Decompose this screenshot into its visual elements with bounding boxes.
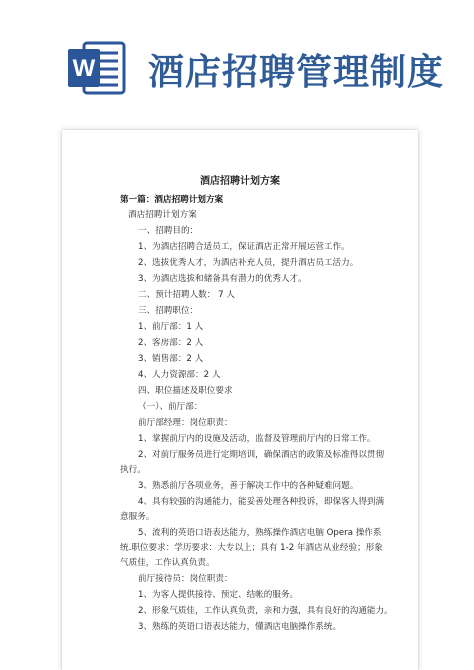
body-line: 2、客房部：2 人 [138, 338, 204, 348]
body-line: 意服务。 [120, 512, 155, 522]
body-line: 执行。 [120, 465, 146, 475]
body-line: 2、形象气质佳，工作认真负责，亲和力强，具有良好的沟通能力。 [138, 606, 393, 616]
word-icon-letter: W [72, 55, 96, 82]
role-heading: 前厅接待员：岗位职责： [138, 574, 233, 584]
banner-title: 酒店招聘管理制度 [148, 51, 445, 93]
body-line: 1、前厅部：1 人 [138, 322, 204, 332]
body-line: 统.职位要求：学历要求：大专以上；具有 1-2 年酒店从业经验；形象 [120, 543, 383, 553]
body-line: 3、熟练的英语口语表达能力，懂酒店电脑操作系统。 [138, 622, 342, 632]
document-title: 酒店招聘计划方案 [200, 176, 280, 187]
document-preview-area [0, 118, 474, 669]
body-line: 2、选拔优秀人才，为酒店补充人员，提升酒店员工活力。 [138, 258, 359, 268]
body-line: 酒店招聘计划方案 [128, 210, 197, 220]
body-line: 3、熟悉前厅各项业务，善于解决工作中的各种疑难问题。 [138, 481, 359, 491]
section-heading: 四、职位描述及职位要求 [138, 386, 233, 396]
body-line: 2、对前厅服务员进行定期培训，确保酒店的政策及标准得以贯彻 [138, 450, 385, 460]
body-line: 1、为客人提供接待、预定、结帐的服务。 [138, 590, 299, 600]
chapter-heading: 第一篇：酒店招聘计划方案 [120, 195, 224, 205]
body-line: 5、流利的英语口语表达能力，熟练操作酒店电脑 Opera 操作系 [138, 528, 382, 538]
body-line: 1、为酒店招聘合适员工，保证酒店正常开展运营工作。 [138, 242, 350, 252]
body-line: 气质佳，工作认真负责。 [120, 558, 215, 568]
body-line: 4、人力资源部：2 人 [138, 370, 221, 380]
sub-heading: （一）、前厅部： [138, 402, 203, 412]
section-heading: 二、预计招聘人数： 7 人 [138, 290, 235, 300]
section-heading: 三、招聘职位： [138, 306, 199, 316]
word-document-icon [66, 37, 128, 99]
section-heading: 一、招聘目的： [138, 226, 199, 236]
document-page [62, 130, 418, 670]
body-line: 4、具有较强的沟通能力，能妥善处理各种投诉，即保客人得到满 [138, 497, 385, 507]
body-line: 3、销售部：2 人 [138, 354, 204, 364]
body-line: 1、掌握前厅内的设施及活动，监督及管理前厅内的日常工作。 [138, 434, 376, 444]
role-heading: 前厅部经理：岗位职责： [138, 418, 233, 428]
document-banner [0, 0, 474, 118]
body-line: 3、为酒店选拔和储备具有潜力的优秀人才。 [138, 274, 307, 284]
